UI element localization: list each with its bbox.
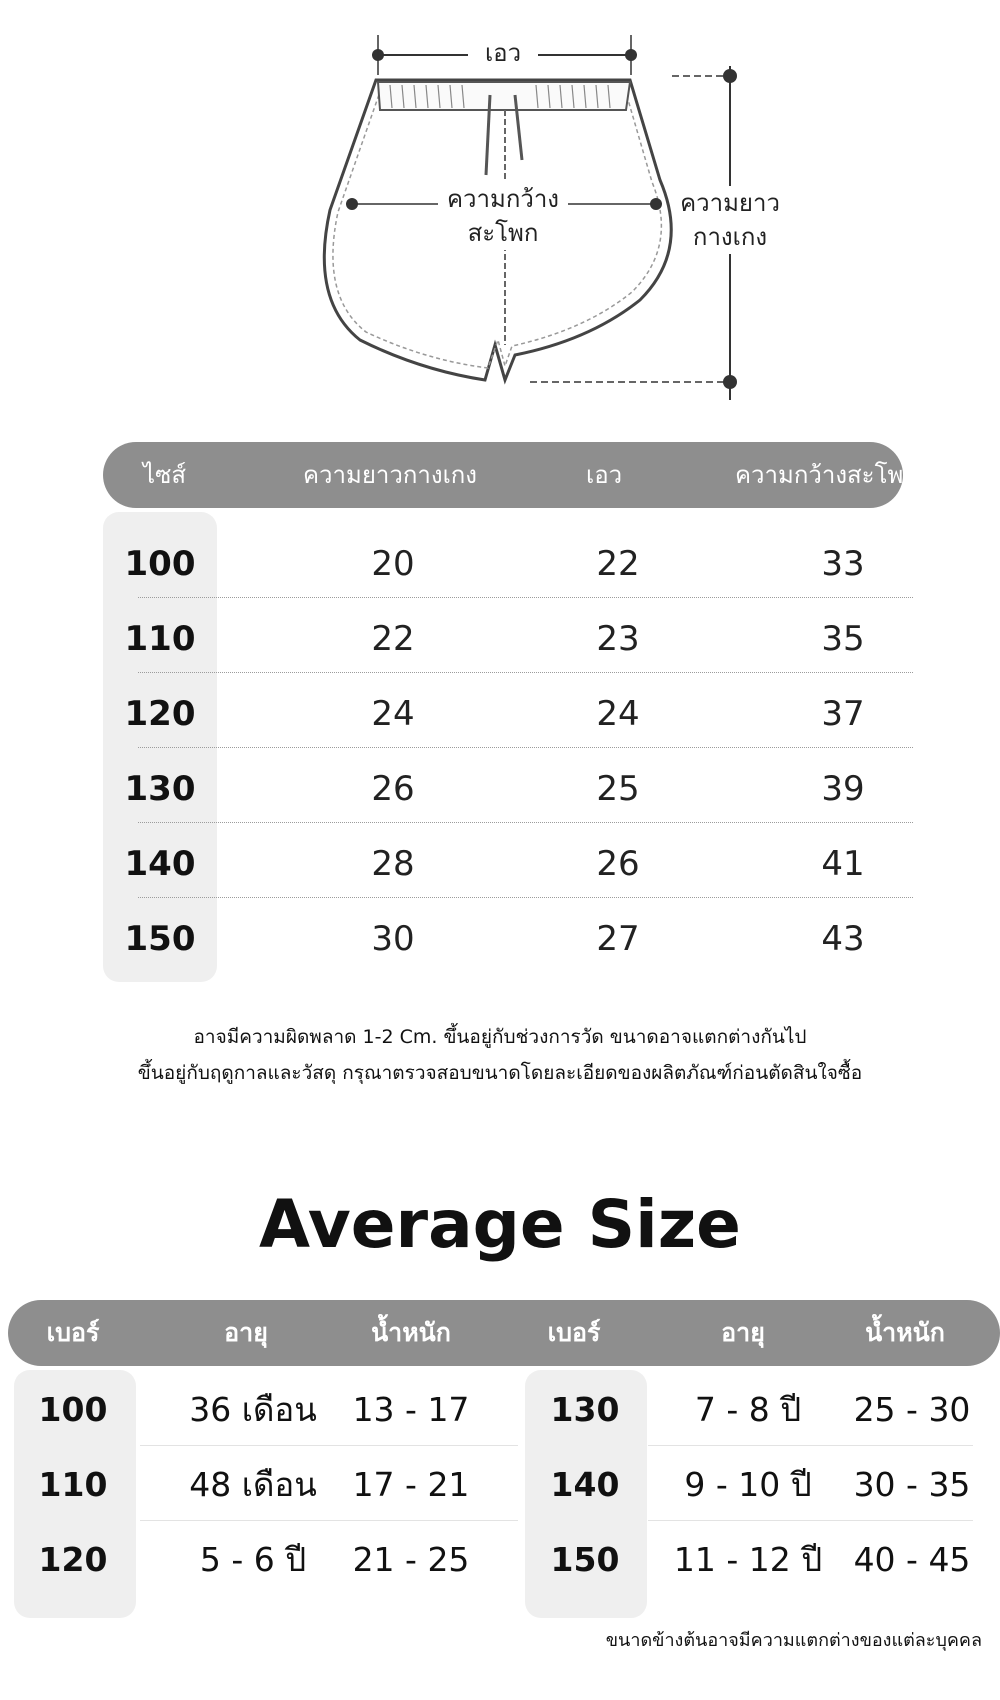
- hip-label-line1: ความกว้าง: [446, 185, 560, 213]
- row-divider: [138, 822, 913, 823]
- hip-cell: 39: [821, 769, 865, 809]
- header-size: ไซส์: [143, 461, 187, 489]
- row-divider: [138, 672, 913, 673]
- length-label-line2: กางเกง: [692, 223, 768, 251]
- average-table-header: [8, 1300, 1000, 1366]
- header-size-right: เบอร์: [547, 1318, 601, 1347]
- average-row: [8, 1447, 1000, 1522]
- size-cell: 150: [550, 1540, 620, 1579]
- weight-cell: 17 - 21: [352, 1465, 470, 1504]
- size-cell: 150: [124, 919, 196, 959]
- age-cell: 9 - 10 ปี: [684, 1465, 812, 1504]
- waist-cell: 24: [596, 694, 640, 734]
- waist-cell: 25: [596, 769, 640, 809]
- header-age-left: อายุ: [224, 1318, 268, 1347]
- table-row: [103, 827, 913, 902]
- length-cell: 30: [371, 919, 415, 959]
- measurement-note-line1: อาจมีความผิดพลาด 1-2 Cm. ขึ้นอยู่กับช่วงการวัด ขนาดอาจแตกต่างกันไป: [193, 1026, 807, 1048]
- age-cell: 7 - 8 ปี: [694, 1390, 802, 1429]
- header-weight-right: น้ำหนัก: [865, 1318, 945, 1347]
- average-row: [8, 1522, 1000, 1597]
- length-cell: 28: [371, 844, 415, 884]
- weight-cell: 30 - 35: [853, 1465, 971, 1504]
- age-cell: 11 - 12 ปี: [673, 1540, 823, 1579]
- hip-cell: 35: [821, 619, 865, 659]
- hip-cell: 41: [821, 844, 865, 884]
- waist-cell: 22: [596, 544, 640, 584]
- row-divider: [138, 597, 913, 598]
- header-waist: เอว: [586, 461, 623, 489]
- size-cell: 120: [124, 694, 196, 734]
- hip-cell: 43: [821, 919, 865, 959]
- length-cell: 26: [371, 769, 415, 809]
- header-hip: ความกว้างสะโพก: [735, 461, 918, 489]
- size-cell: 140: [124, 844, 196, 884]
- hip-label: [438, 182, 568, 250]
- table-row: [103, 752, 913, 827]
- header-length: ความยาวกางเกง: [303, 461, 478, 489]
- size-table-header: [103, 442, 918, 508]
- length-label: [680, 186, 780, 254]
- weight-cell: 25 - 30: [853, 1390, 971, 1429]
- shorts-diagram: [0, 0, 1000, 420]
- table-row: [103, 527, 913, 602]
- size-cell: 100: [38, 1390, 108, 1429]
- weight-cell: 21 - 25: [352, 1540, 470, 1579]
- weight-cell: 40 - 45: [853, 1540, 971, 1579]
- waist-cell: 27: [596, 919, 640, 959]
- size-cell: 110: [38, 1465, 108, 1504]
- size-cell: 110: [124, 619, 196, 659]
- size-cell: 130: [550, 1390, 620, 1429]
- individual-variation-note: ขนาดข้างต้นอาจมีความแตกต่างของแต่ละบุคคล: [605, 1630, 982, 1651]
- row-divider: [648, 1445, 973, 1446]
- waist-label: เอว: [468, 36, 538, 70]
- average-row: [8, 1372, 1000, 1447]
- average-size-title: Average Size: [259, 1186, 741, 1263]
- hip-label-line2: สะโพก: [467, 219, 539, 247]
- row-divider: [138, 747, 913, 748]
- size-cell: 100: [124, 544, 196, 584]
- size-cell: 140: [550, 1465, 620, 1504]
- table-row: [103, 677, 913, 752]
- table-row: [103, 902, 913, 977]
- length-label-line1: ความยาว: [680, 189, 780, 217]
- hip-cell: 37: [821, 694, 865, 734]
- size-cell: 120: [38, 1540, 108, 1579]
- waist-cell: 23: [596, 619, 640, 659]
- size-cell: 130: [124, 769, 196, 809]
- measurement-note-line2: ขึ้นอยู่กับฤดูกาลและวัสดุ กรุณาตรวจสอบขนาดโดยละเอียดของผลิตภัณฑ์ก่อนตัดสินใจซื้อ: [137, 1062, 863, 1084]
- hip-cell: 33: [821, 544, 865, 584]
- waist-cell: 26: [596, 844, 640, 884]
- row-divider: [648, 1520, 973, 1521]
- length-cell: 22: [371, 619, 415, 659]
- age-cell: 36 เดือน: [189, 1390, 317, 1429]
- age-cell: 5 - 6 ปี: [199, 1540, 307, 1579]
- header-age-right: อายุ: [721, 1318, 765, 1347]
- age-cell: 48 เดือน: [189, 1465, 317, 1504]
- length-cell: 24: [371, 694, 415, 734]
- header-weight-left: น้ำหนัก: [371, 1318, 451, 1347]
- row-divider: [138, 897, 913, 898]
- weight-cell: 13 - 17: [352, 1390, 470, 1429]
- table-row: [103, 602, 913, 677]
- length-cell: 20: [371, 544, 415, 584]
- header-size-left: เบอร์: [46, 1318, 100, 1347]
